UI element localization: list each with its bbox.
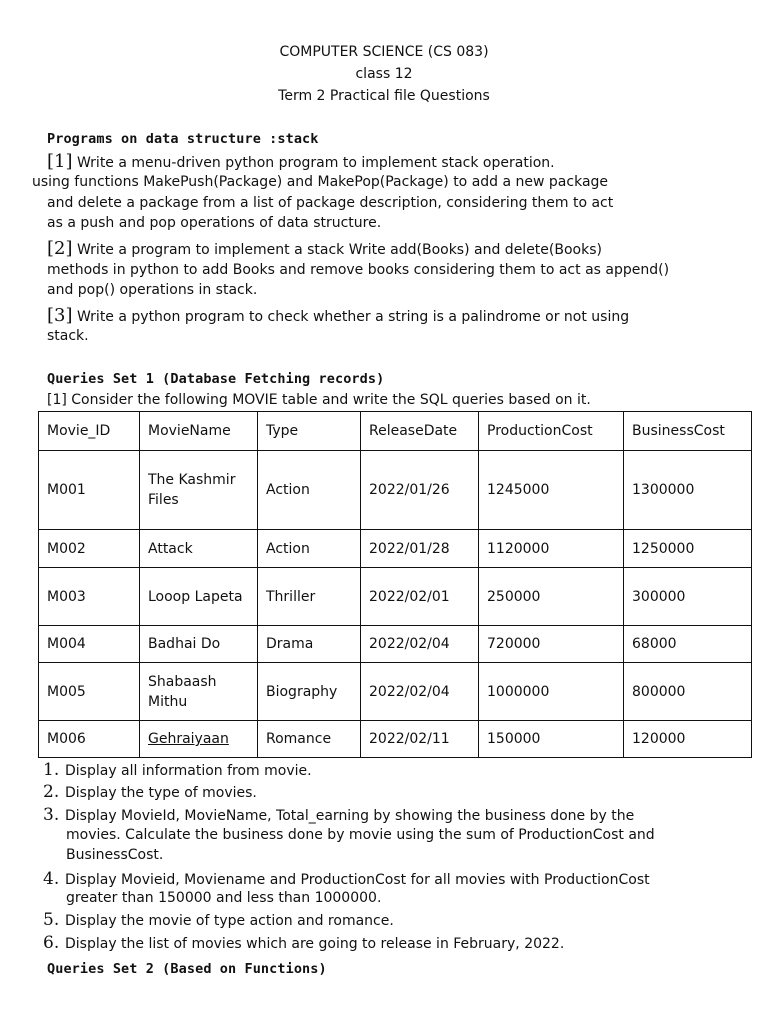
table-cell: Biography bbox=[258, 663, 361, 721]
question-text: Display Movieid, Moviename and ProductionCost for all movies with ProductionCost bbox=[65, 872, 650, 888]
table-header-row bbox=[39, 412, 752, 451]
question-text: Display the type of movies. bbox=[65, 785, 257, 801]
table-row bbox=[39, 530, 752, 568]
program-2-line-1 bbox=[47, 238, 602, 259]
table-cell: 250000 bbox=[479, 568, 624, 626]
table-cell: Looop Lapeta bbox=[140, 568, 258, 626]
question-6 bbox=[43, 933, 564, 953]
question-4 bbox=[43, 869, 650, 889]
question-text: Display all information from movie. bbox=[65, 763, 312, 779]
table-cell: 2022/01/28 bbox=[361, 530, 479, 568]
table-cell: Action bbox=[258, 451, 361, 530]
movie-table bbox=[38, 411, 752, 758]
question-text: Display the movie of type action and romance. bbox=[65, 913, 394, 929]
column-header: ProductionCost bbox=[479, 412, 624, 451]
table-cell: M002 bbox=[39, 530, 140, 568]
question-3-line-3: BusinessCost. bbox=[66, 847, 164, 863]
program-1-text: Write a menu-driven python program to implement stack operation. bbox=[76, 155, 555, 171]
program-1-line-1 bbox=[47, 151, 555, 172]
queries-set-1-intro: [1] Consider the following MOVIE table and write the SQL queries based on it. bbox=[47, 392, 591, 408]
program-3-line-2: stack. bbox=[47, 328, 89, 344]
queries-set-1-title: Queries Set 1 (Database Fetching records) bbox=[47, 371, 385, 387]
column-header: MovieName bbox=[140, 412, 258, 451]
program-2-line-2: methods in python to add Books and remove books considering them to act as append() bbox=[47, 262, 670, 278]
table-cell: 2022/02/04 bbox=[361, 663, 479, 721]
table-cell: 2022/02/01 bbox=[361, 568, 479, 626]
table-cell: 2022/01/26 bbox=[361, 451, 479, 530]
table-cell: Badhai Do bbox=[140, 626, 258, 663]
table-row bbox=[39, 663, 752, 721]
program-3-number: [3] bbox=[47, 305, 73, 326]
table-cell: 300000 bbox=[624, 568, 752, 626]
program-2-text: Write a program to implement a stack Write add(Books) and delete(Books) bbox=[76, 242, 602, 258]
class-label: class 12 bbox=[355, 66, 413, 82]
column-header: BusinessCost bbox=[624, 412, 752, 451]
question-text: Display MovieId, MovieName, Total_earning by showing the business done by the bbox=[65, 808, 635, 824]
program-1-number: [1] bbox=[47, 151, 73, 172]
program-1-line-2: using functions MakePush(Package) and MakePop(Package) to add a new package bbox=[32, 174, 609, 190]
table-cell: Shabaash Mithu bbox=[140, 663, 258, 721]
column-header: Type bbox=[258, 412, 361, 451]
queries-set-2-title: Queries Set 2 (Based on Functions) bbox=[47, 961, 327, 977]
programs-section-title: Programs on data structure :stack bbox=[47, 131, 319, 147]
table-row bbox=[39, 451, 752, 530]
question-number: 5. bbox=[43, 910, 60, 930]
column-header: ReleaseDate bbox=[361, 412, 479, 451]
table-cell: M003 bbox=[39, 568, 140, 626]
program-2-number: [2] bbox=[47, 238, 73, 259]
table-cell: 1300000 bbox=[624, 451, 752, 530]
table-cell: 1120000 bbox=[479, 530, 624, 568]
table-cell: 1245000 bbox=[479, 451, 624, 530]
table-row bbox=[39, 626, 752, 663]
question-text: Display the list of movies which are going to release in February, 2022. bbox=[65, 936, 565, 952]
question-1 bbox=[43, 760, 312, 780]
table-cell: 68000 bbox=[624, 626, 752, 663]
table-cell-underlined-text: Gehraiyaan bbox=[148, 731, 229, 747]
table-cell: 1250000 bbox=[624, 530, 752, 568]
question-number: 1. bbox=[43, 760, 60, 780]
table-row bbox=[39, 568, 752, 626]
program-2-line-3: and pop() operations in stack. bbox=[47, 282, 258, 298]
document-title: Term 2 Practical file Questions bbox=[278, 88, 490, 104]
question-3 bbox=[43, 805, 634, 825]
table-cell: Thriller bbox=[258, 568, 361, 626]
table-cell: The Kashmir Files bbox=[140, 451, 258, 530]
table-cell: Romance bbox=[258, 721, 361, 758]
table-cell: M001 bbox=[39, 451, 140, 530]
table-cell: 2022/02/11 bbox=[361, 721, 479, 758]
course-title: COMPUTER SCIENCE (CS 083) bbox=[279, 44, 489, 60]
table-cell: 120000 bbox=[624, 721, 752, 758]
table-cell: M004 bbox=[39, 626, 140, 663]
table-row bbox=[39, 721, 752, 758]
table-cell: Drama bbox=[258, 626, 361, 663]
program-1-line-3: and delete a package from a list of package description, considering them to act bbox=[47, 195, 614, 211]
table-cell: 2022/02/04 bbox=[361, 626, 479, 663]
question-number: 2. bbox=[43, 782, 60, 802]
table-cell: 1000000 bbox=[479, 663, 624, 721]
question-number: 4. bbox=[43, 869, 60, 889]
table-cell: M005 bbox=[39, 663, 140, 721]
table-cell: 720000 bbox=[479, 626, 624, 663]
table-cell: Attack bbox=[140, 530, 258, 568]
program-3-line-1 bbox=[47, 305, 629, 326]
column-header: Movie_ID bbox=[39, 412, 140, 451]
program-3-text: Write a python program to check whether a string is a palindrome or not using bbox=[76, 309, 630, 325]
question-3-line-2: movies. Calculate the business done by movie using the sum of ProductionCost and bbox=[66, 827, 655, 843]
question-2 bbox=[43, 782, 257, 802]
question-5 bbox=[43, 910, 394, 930]
table-cell: 800000 bbox=[624, 663, 752, 721]
program-1-line-4: as a push and pop operations of data structure. bbox=[47, 215, 382, 231]
table-cell bbox=[140, 721, 258, 758]
table-cell: M006 bbox=[39, 721, 140, 758]
table-cell: Action bbox=[258, 530, 361, 568]
question-4-line-2: greater than 150000 and less than 1000000. bbox=[66, 890, 382, 906]
question-number: 6. bbox=[43, 933, 60, 953]
table-cell: 150000 bbox=[479, 721, 624, 758]
question-number: 3. bbox=[43, 805, 60, 825]
